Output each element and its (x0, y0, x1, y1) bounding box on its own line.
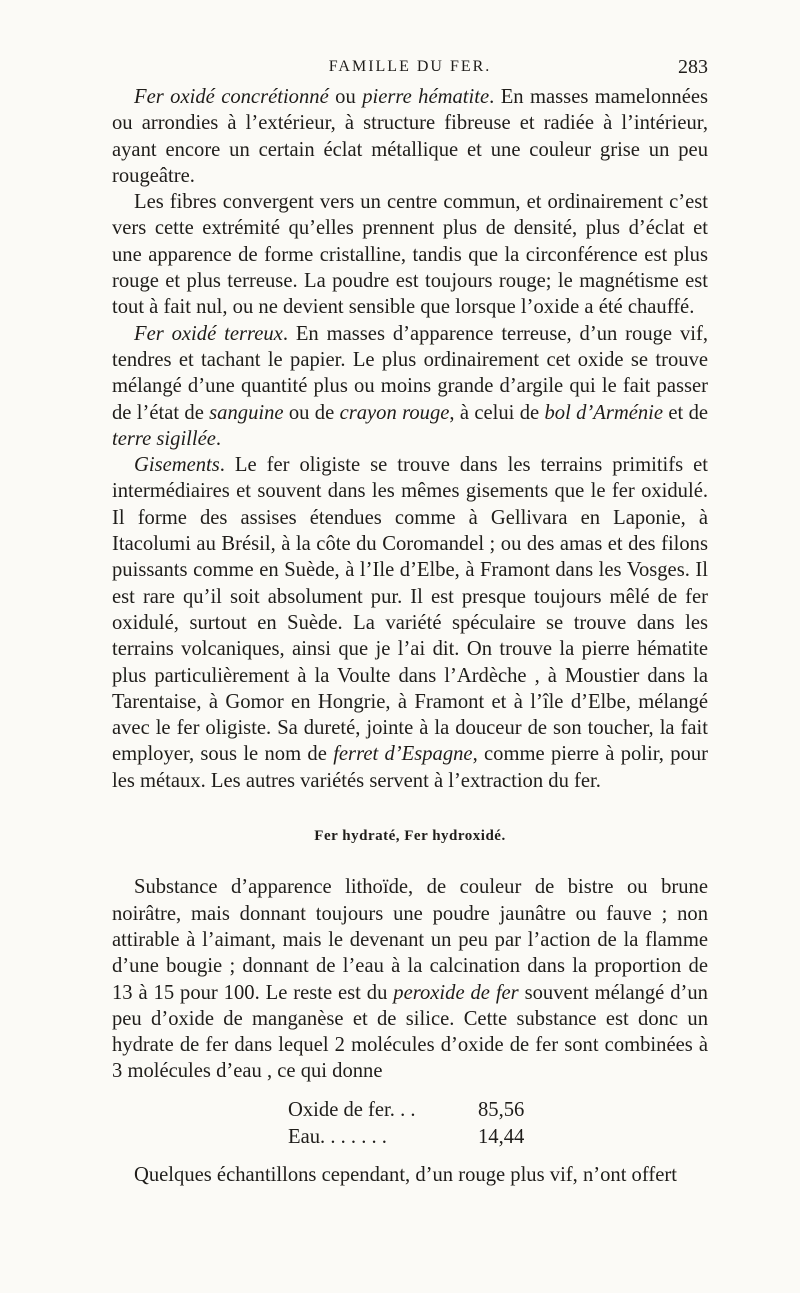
term-bol-d-armenie: bol d’Arménie (544, 401, 664, 424)
term-fer-oxide-concretionne: Fer oxidé concrétionné (134, 86, 329, 108)
text-span: souvent mélangé d’un peu d’oxide de manganèse et de silice. Cette substance est donc un hydrate de fer dans lequel 2 molécules d’oxide de fer sont combinées à 3 molécules d’eau , ce qui donne (112, 981, 708, 1083)
term-terre-sigillee: terre sigillée (112, 427, 216, 450)
composition-row (288, 1124, 548, 1151)
text-span: et de (663, 401, 709, 424)
paragraph-fibres: Les fibres convergent vers un centre commun, et ordinairement c’est vers cette extrémité qu’elles prennent plus de densité, plus d’éclat et une apparence de forme cristalline, tandis que la circonférence est plus rouge et plus terreuse. La poudre est toujours rouge; le magnétisme est tout à fait nul, ou ne devient sensible que lorsque l’oxide a été chauffé. (112, 191, 708, 319)
term-peroxide-de-fer: peroxide de fer (393, 981, 519, 1004)
paragraph-last: Quelques échantillons cependant, d’un rouge plus vif, n’ont offert (134, 1163, 677, 1186)
composition-label: Eau. . . . . . . (288, 1125, 387, 1148)
term-crayon-rouge: crayon rouge (339, 401, 450, 424)
text-span: . Le fer oligiste se trouve dans les terrains primitifs et intermédiaires et souvent dans les mêmes gisements que le fer oxidulé. Il forme des assises étendues comme à Gellivara en Laponie, à Itacolumi au Brésil, à la côte du Coromandel ; ou des amas et des filons puissants comme en Suède, à l’Ile d’Elbe, à Framont dans les Vosges. Il est rare qu’il soit absolument pur. Il est presque toujours mêlé de fer oxidulé, surtout en Suède. La variété spéculaire se trouve dans les terrains volcaniques, ainsi que je l’ai dit. On trouve la pierre hématite plus particulièrement à la Voulte dans l’Ardèche , à Moustier dans la Tarentaise, à Gomor en Hongrie, à Framont et à l’île d’Elbe, mélangé avec le fer oligiste. Sa dureté, jointe à la douceur de son toucher, la fait employer, sous le nom de (112, 454, 708, 766)
composition-label: Oxide de fer. . . (288, 1098, 416, 1121)
text-span: , comme pierre à polir, pour les métaux. Les autres variétés servent à l’extraction du fer. (112, 743, 708, 792)
composition-table (288, 1097, 548, 1151)
text-span: ou (328, 86, 363, 108)
text-span: . En masses mamelonnées ou arrondies à l’extérieur, à structure fibreuse et radiée à l’intérieur, ayant encore un certain éclat métallique et une couleur grise un peu rougeâtre. (112, 86, 709, 187)
paragraph-gisements (112, 452, 708, 794)
page-header (112, 58, 708, 84)
paragraph-fer-oxide-concretionne (112, 84, 708, 189)
term-gisements: Gisements (134, 454, 220, 477)
composition-value: 85,56 (478, 1098, 525, 1121)
paragraph-fer-oxide-terreux (112, 321, 708, 452)
composition-value: 14,44 (478, 1125, 525, 1148)
page-body (112, 84, 708, 1188)
term-fer-oxide-terreux: Fer oxidé terreux (134, 322, 283, 345)
term-ferret-d-espagne: ferret d’Espagne (333, 743, 473, 766)
composition-row (288, 1097, 548, 1124)
running-title: FAMILLE DU FER. (328, 58, 492, 75)
term-pierre-hematite: pierre hématite (362, 86, 490, 108)
page-number: 283 (678, 56, 708, 78)
text-span: Substance d’apparence lithoïde, de couleur de bistre ou brune noirâtre, mais donnant toujours une poudre jaunâtre ou fauve ; non attirable à l’aimant, mais le devenant un peu par l’action de la flamme d’une bougie ; donnant de l’eau à la calcination dans la proportion de 13 à 15 pour 100. Le reste est du (112, 876, 708, 1004)
text-span: . En masses d’apparence terreuse, d’un rouge vif, tendres et tachant le papier. Le plus ordinairement cet oxide se trouve mélangé d’une quantité plus ou moins grande d’argile qui le fait passer de l’état de (112, 322, 708, 424)
text-span: , à celui de (449, 401, 545, 424)
text-span: . (215, 427, 222, 450)
term-sanguine: sanguine (209, 401, 284, 424)
section-heading: Fer hydraté, Fer hydroxidé. (314, 828, 506, 845)
text-span: ou de (283, 401, 340, 424)
paragraph-substance (112, 874, 708, 1084)
